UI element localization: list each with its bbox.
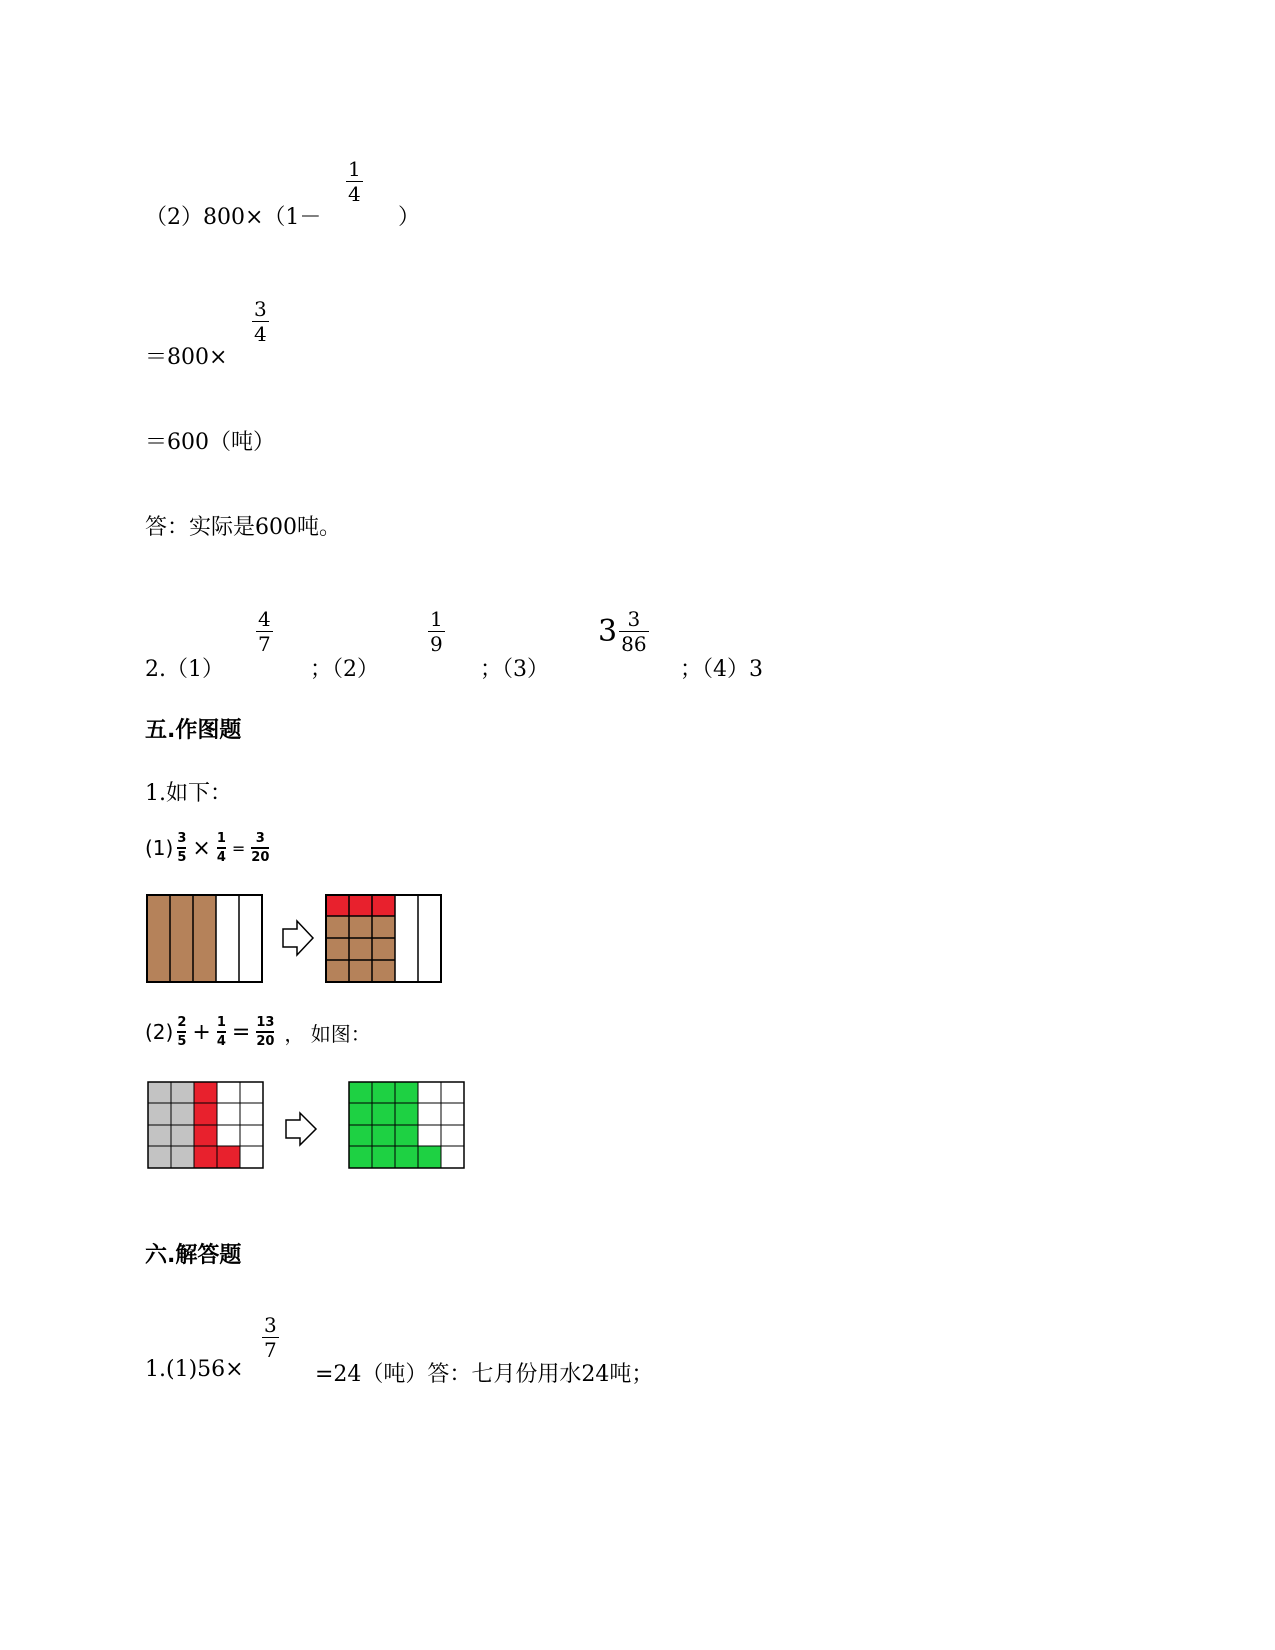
denominator: 20 <box>251 850 270 865</box>
mixed-whole: 3 <box>598 614 618 649</box>
section-5-intro: 1.如下： <box>145 781 232 806</box>
calc-line-3: ＝600（吨） <box>145 430 275 455</box>
right-arrow-icon <box>283 921 313 955</box>
close-paren: ） <box>398 205 421 230</box>
denominator: 7 <box>264 1338 277 1362</box>
denominator: 4 <box>348 182 361 206</box>
numerator: 3 <box>255 831 265 846</box>
numerator: 3 <box>264 1313 277 1337</box>
numerator: 3 <box>627 607 641 631</box>
equation-1 <box>145 832 271 864</box>
denominator: 4 <box>254 322 267 346</box>
section-6-title: 六.解答题 <box>145 1243 242 1268</box>
denominator: 4 <box>216 1034 226 1049</box>
q2-sep-3: ；（3） <box>480 657 549 682</box>
numerator: 1 <box>348 157 361 181</box>
fraction-one-ninth <box>428 608 445 655</box>
equation-1-frac-c <box>251 832 269 864</box>
denominator: 86 <box>621 632 647 656</box>
numerator: 1 <box>216 1015 226 1030</box>
red-row <box>326 895 395 916</box>
red-cell <box>217 1146 240 1168</box>
fraction-bar <box>217 1031 226 1033</box>
brown-columns <box>147 895 216 982</box>
fraction-three-quarters <box>252 298 269 345</box>
numerator: 13 <box>256 1015 275 1030</box>
q2-sep-2: ；（2） <box>310 657 379 682</box>
fraction-bar <box>256 1031 274 1033</box>
fraction-four-sevenths <box>256 608 273 655</box>
equation-2-tail: ， 如图： <box>284 1021 371 1046</box>
figure-1 <box>145 893 445 985</box>
equation-2 <box>145 1016 371 1048</box>
section-6-q1-prefix: 1.(1)56× <box>145 1357 244 1382</box>
numerator: 3 <box>177 831 187 846</box>
green-cell <box>418 1146 441 1168</box>
section-6-q1-suffix: =24（吨）答：七月份用水24吨； <box>315 1362 654 1387</box>
numerator: 1 <box>216 831 226 846</box>
equation-2-frac-a <box>177 1016 186 1048</box>
denominator: 9 <box>430 632 443 656</box>
fraction-one-quarter <box>346 158 363 205</box>
equation-1-label: (1) <box>145 836 174 860</box>
equation-1-frac-b <box>217 832 226 864</box>
figure-2-left-grid <box>148 1082 263 1168</box>
equation-1-frac-a <box>177 832 186 864</box>
equation-2-frac-c <box>256 1016 274 1048</box>
fraction-bar <box>177 847 186 849</box>
denominator: 7 <box>258 632 271 656</box>
equals-sign: = <box>231 838 246 858</box>
calc-line-2-text: ＝800× <box>145 345 228 370</box>
q2-sep-4: ；（4）3 <box>680 657 763 682</box>
mixed-fraction <box>619 608 648 655</box>
plus-sign: + <box>192 1019 211 1045</box>
answer-line: 答：实际是600吨。 <box>145 515 341 540</box>
denominator: 4 <box>216 850 226 865</box>
denominator: 20 <box>256 1034 275 1049</box>
equation-2-label: (2) <box>145 1020 174 1044</box>
figure-2 <box>146 1080 468 1172</box>
numerator: 2 <box>177 1015 187 1030</box>
numerator: 4 <box>258 607 271 631</box>
calc-line-1-text: （2）800×（1－ <box>145 205 322 230</box>
times-sign: × <box>192 835 211 861</box>
denominator: 5 <box>177 850 187 865</box>
figure-1-right-grid <box>326 895 441 982</box>
calc-line-1 <box>145 200 321 231</box>
fraction-bar <box>177 1031 186 1033</box>
figure-2-right-grid <box>349 1082 464 1168</box>
figure-1-left-grid <box>147 895 262 982</box>
equals-sign: = <box>231 1019 251 1045</box>
q2-label-1: 2.（1） <box>145 657 224 682</box>
mixed-number <box>598 608 649 655</box>
fraction-bar <box>251 847 269 849</box>
fraction-three-sevenths <box>262 1314 279 1361</box>
section-5-title: 五.作图题 <box>145 718 242 743</box>
calc-line-2 <box>145 340 227 371</box>
calc-line-1-close <box>398 200 420 231</box>
equation-2-frac-b <box>217 1016 226 1048</box>
right-arrow-icon <box>286 1113 316 1145</box>
denominator: 5 <box>177 1034 187 1049</box>
fraction-bar <box>217 847 226 849</box>
numerator: 3 <box>254 297 267 321</box>
numerator: 1 <box>430 607 443 631</box>
